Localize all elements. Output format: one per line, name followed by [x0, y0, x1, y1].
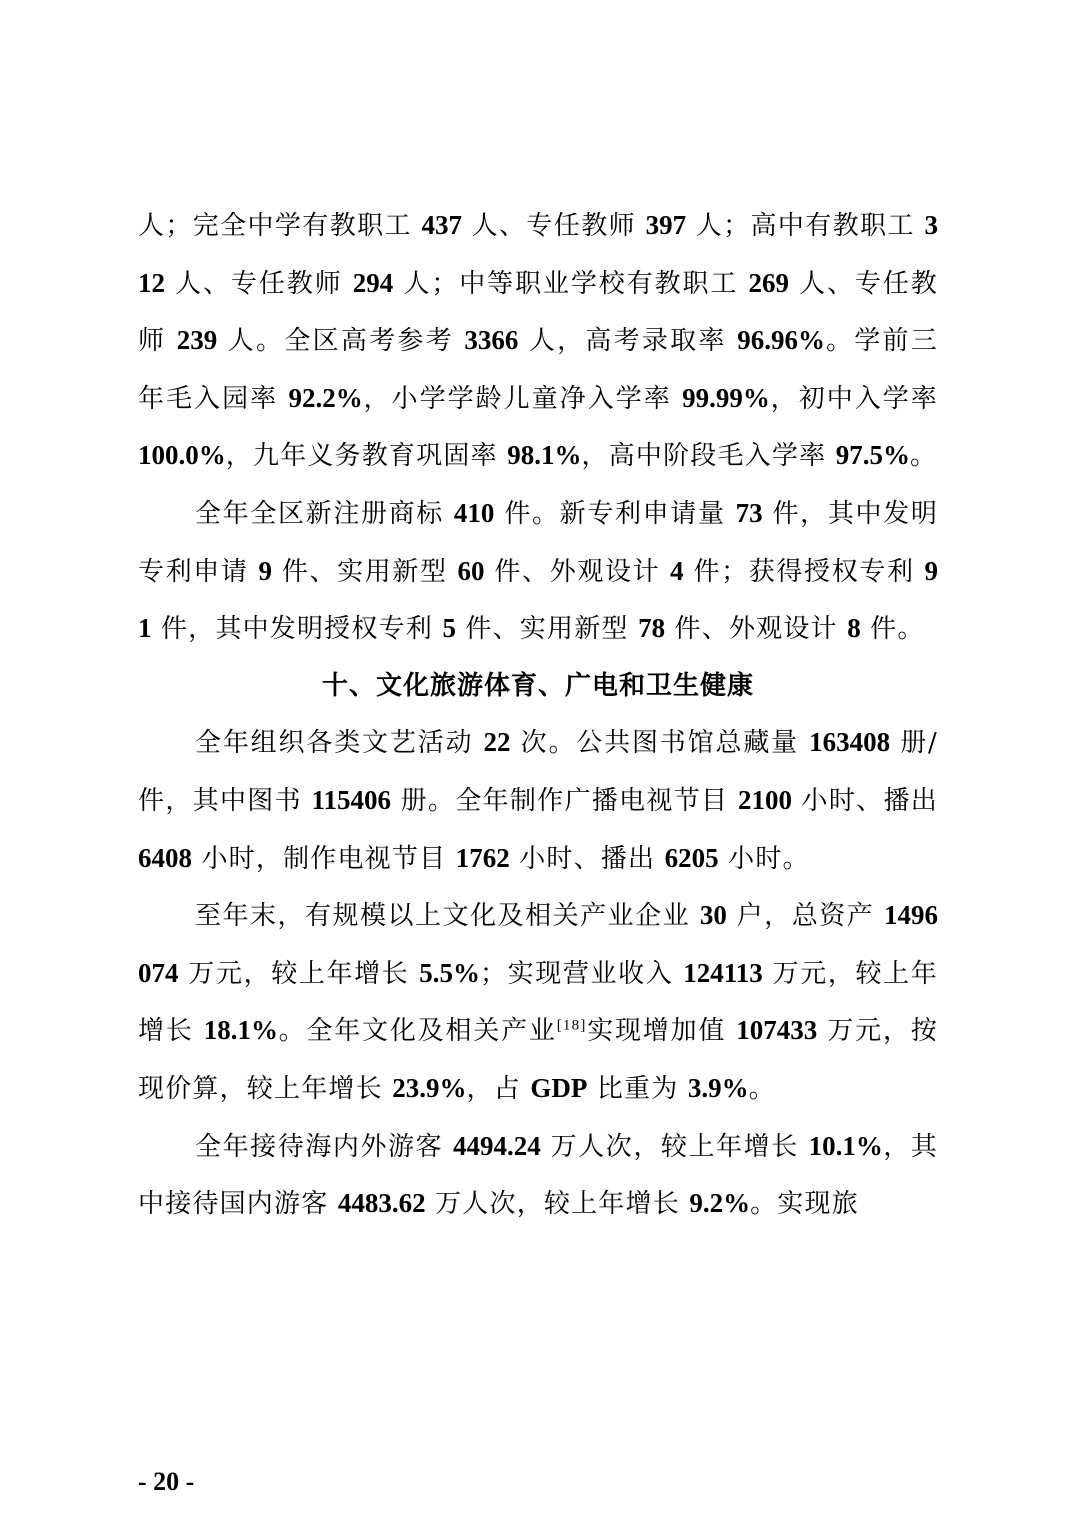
statistic-value: 92.2%: [288, 382, 363, 413]
statistic-value: 91: [138, 555, 938, 644]
statistic-value: 410: [453, 497, 495, 528]
body-text-run: ，初中入学率: [769, 383, 939, 414]
statistic-value: 60: [457, 555, 485, 586]
statistic-value: 4: [670, 555, 684, 586]
body-text-run: 册/件，其中图书: [138, 728, 939, 816]
page-number: - 20 -: [138, 1467, 195, 1496]
body-text-run: 。全年文化及相关产业: [277, 1016, 557, 1047]
body-text-run: 件。新专利申请量: [494, 498, 736, 529]
statistic-value: 3366: [464, 325, 519, 356]
body-text-run: ，九年义务教育巩固率: [225, 441, 508, 472]
body-text-run: ，占: [466, 1073, 531, 1104]
body-text-run: 件、实用新型: [271, 556, 458, 587]
statistic-value: 6408: [138, 842, 192, 873]
statistic-value: 269: [748, 267, 789, 298]
body-paragraph: [138, 197, 938, 485]
statistic-value: 312: [138, 210, 938, 298]
statistic-value: 115406: [311, 784, 391, 815]
body-paragraph: [138, 887, 938, 1117]
body-text-run: 。实现旅: [750, 1189, 859, 1220]
body-text-run: 人。全区高考参考: [217, 326, 465, 357]
statistic-value: 1762: [455, 842, 510, 873]
body-text-run: 。: [909, 441, 938, 472]
body-text-run: 人；中等职业学校有教职工: [393, 268, 749, 299]
body-text-run: 比重为: [587, 1073, 688, 1104]
body-text-run: ，其中接待国内游客: [138, 1131, 939, 1220]
statistic-value: 3.9%: [687, 1072, 749, 1103]
body-text-run: 全年全区新注册商标: [195, 498, 454, 529]
statistic-value: 4483.62: [337, 1188, 426, 1219]
body-text-run: 人、专任教师: [462, 211, 646, 241]
statistic-value: 9: [258, 555, 272, 586]
body-text-run: 实现增加值: [586, 1016, 737, 1047]
statistic-value: 22: [483, 727, 511, 758]
body-text-run: ，高中阶段毛入学率: [581, 441, 836, 472]
body-text-run: 。学前三年毛入园率: [138, 326, 938, 414]
statistic-value: 4494.24: [453, 1130, 541, 1161]
body-text-run: 件；获得授权专利: [683, 556, 925, 587]
body-text-run: 人；高中有教职工: [686, 211, 925, 241]
statistic-value: 97.5%: [835, 440, 910, 471]
statistic-value: 100.0%: [138, 440, 226, 471]
statistic-value: 98.1%: [507, 440, 582, 471]
statistic-value: 5: [442, 613, 456, 644]
body-text-run: 人，高考录取率: [518, 326, 738, 357]
statistic-value: 96.96%: [737, 325, 825, 356]
body-text-run: 小时。: [718, 843, 810, 874]
body-text-run: 小时、播出: [509, 843, 665, 874]
statistic-value: 5.5%: [419, 957, 481, 988]
statistic-value: 107433: [736, 1015, 818, 1046]
statistic-value: 6205: [664, 842, 719, 873]
body-text-run: 件，其中发明专利申请: [138, 498, 939, 587]
body-text-run: 人、专任教师: [138, 268, 938, 357]
body-text-run: 全年组织各类文艺活动: [195, 728, 484, 759]
statistic-value: 397: [645, 210, 687, 240]
body-text-run: 次。公共图书馆总藏量: [510, 728, 810, 759]
statistic-value: 99.99%: [682, 382, 770, 413]
statistic-value: 8: [847, 613, 861, 644]
body-text-run: 万元，较上年增长: [178, 958, 420, 989]
body-text-run: 件、实用新型: [455, 614, 639, 645]
body-text-run: 万元，较上年增长: [138, 958, 939, 1047]
statistic-value: 294: [352, 267, 394, 298]
statistic-value: 437: [421, 210, 462, 240]
statistic-value: 23.9%: [392, 1072, 467, 1103]
section-heading: 十、文化旅游体育、广电和卫生健康: [321, 670, 754, 701]
body-text-run: 万人次，较上年增长: [425, 1189, 690, 1220]
body-text-run: 至年末，有规模以上文化及相关产业企业: [195, 901, 700, 932]
body-paragraph: [138, 485, 938, 658]
body-text-run: 件。: [860, 614, 925, 645]
body-text-run: 人、专任教师: [165, 268, 353, 299]
body-paragraph: [138, 1118, 938, 1233]
statistic-value: 18.1%: [203, 1015, 278, 1046]
statistic-value: 78: [638, 613, 666, 644]
body-text-run: 小时，制作电视节目: [192, 843, 456, 874]
body-text-run: 册。全年制作广播电视节目: [391, 785, 738, 816]
statistic-value: 1496074: [138, 900, 938, 988]
body-text: [138, 197, 938, 1233]
statistic-value: 2100: [737, 784, 792, 815]
body-text-run: 万元，按现价算，较上年增长: [138, 1016, 938, 1104]
body-text-run: 件、外观设计: [484, 556, 671, 587]
statistic-value: GDP: [530, 1072, 588, 1103]
body-text-run: 全年接待海内外游客: [195, 1131, 454, 1162]
body-paragraph: [138, 714, 938, 887]
statistic-value: 9.2%: [689, 1188, 751, 1219]
statistic-value: 239: [176, 325, 218, 356]
statistic-value: 73: [735, 497, 763, 528]
body-text-run: 人；完全中学有教职工: [138, 211, 422, 241]
statistic-value: 124113: [683, 957, 763, 988]
statistic-value: 30: [699, 900, 727, 931]
footnote-marker: [18]: [556, 1017, 587, 1034]
body-text-run: 。: [748, 1073, 776, 1104]
body-text-run: 户，总资产: [726, 901, 884, 932]
body-text-run: 件、外观设计: [665, 614, 848, 645]
statistic-value: 163408: [809, 727, 891, 758]
statistic-value: 10.1%: [808, 1130, 883, 1161]
body-text-run: 小时、播出: [791, 785, 938, 816]
body-text-run: ，小学学龄儿童净入学率: [362, 383, 683, 414]
body-text-run: ；实现营业收入: [480, 958, 684, 989]
body-text-run: 件，其中发明授权专利: [151, 614, 443, 645]
body-text-run: 万人次，较上年增长: [540, 1131, 809, 1162]
